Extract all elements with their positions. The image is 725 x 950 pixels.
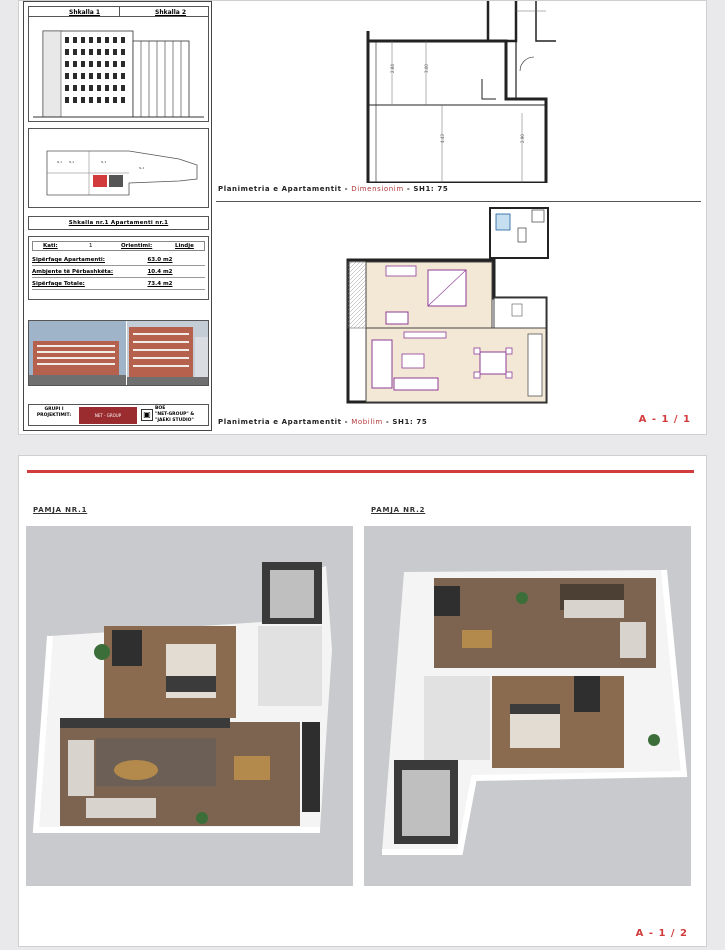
svg-text:4.43: 4.43 <box>440 134 445 143</box>
plan-caption-sub: Dimensionim <box>351 185 404 193</box>
dimension-plan-panel <box>216 1 701 201</box>
view-2-label: PAMJA NR.2 <box>371 506 426 514</box>
spec-label: Sipërfaqe Apartamenti: <box>32 257 105 263</box>
grupi-label: GRUPI I PROJEKTIMIT: <box>36 407 72 418</box>
plan-caption-scale: - SH1: 75 <box>382 418 428 426</box>
render-view-2 <box>364 526 691 886</box>
spec-value: 10.4 m2 <box>147 269 173 275</box>
sheet-a-1-1 <box>18 0 707 435</box>
sheet-number: A - 1 / 1 <box>638 414 691 425</box>
spec-row <box>32 257 205 266</box>
dimension-plan <box>216 1 701 183</box>
svg-text:2.90: 2.90 <box>520 134 525 143</box>
svg-text:3.00: 3.00 <box>424 64 429 73</box>
plan-caption-sub: Mobilim <box>351 418 383 426</box>
spec-row <box>32 269 205 278</box>
info-column <box>23 1 212 431</box>
spec-label: Ambjente të Përbashkëta: <box>32 269 114 275</box>
svg-text:2.84: 2.84 <box>390 64 395 73</box>
jaeki-studio-logo: ▣ <box>141 409 153 421</box>
shkalla-2-label: Shkalla 2 <box>155 9 187 16</box>
kati-label: Kati: <box>43 243 58 249</box>
render-view-1 <box>26 526 353 886</box>
sheet-a-1-2 <box>18 455 707 947</box>
building-elevation <box>29 19 208 121</box>
firm-line-2: "NET-GROUP" & <box>155 412 195 417</box>
orientimi-label: Orientimi: <box>121 243 153 249</box>
render-view-2-image <box>364 526 691 886</box>
credits-box <box>28 404 209 426</box>
furnished-plan-panel <box>216 201 701 431</box>
svg-text:N-3: N-3 <box>101 160 107 164</box>
plan-caption-scale: - SH1: 75 <box>403 185 449 193</box>
render-view-1-image <box>26 526 353 886</box>
spec-value: 63.0 m2 <box>147 257 173 263</box>
spec-row <box>32 281 205 290</box>
svg-text:N-1: N-1 <box>57 160 63 164</box>
building-photos <box>29 321 208 385</box>
sheet-number: A - 1 / 2 <box>635 928 688 939</box>
firm-line-1: BOE <box>155 406 166 411</box>
spec-label: Sipërfaqe Totale: <box>32 281 85 287</box>
apartment-title: Shkalla nr.1 Apartamenti nr.1 <box>68 220 169 226</box>
plan-caption-main: Planimetria e Apartamentit - <box>218 418 352 426</box>
shkalla-1-label: Shkalla 1 <box>69 9 101 16</box>
plan-caption-main: Planimetria e Apartamentit - <box>218 185 352 193</box>
svg-text:N-2: N-2 <box>69 160 75 164</box>
site-plan <box>29 129 208 207</box>
apartment-specs <box>28 236 209 300</box>
net-group-logo <box>79 407 137 424</box>
elevation-box <box>28 6 209 122</box>
svg-text:N-4: N-4 <box>139 166 145 170</box>
net-group-logo-text: NET - GROUP <box>94 413 122 418</box>
photo-box <box>28 320 209 386</box>
spec-value: 73.4 m2 <box>147 281 173 287</box>
kati-value: 1 <box>89 243 93 249</box>
site-plan-box <box>28 128 209 208</box>
header-rule <box>27 470 694 473</box>
view-1-label: PAMJA NR.1 <box>33 506 88 514</box>
furnished-plan <box>216 202 701 410</box>
apartment-title-box <box>28 216 209 230</box>
orientimi-value: Lindje <box>175 243 194 249</box>
firm-line-3: "JAEKI STUDIO" <box>155 418 194 423</box>
